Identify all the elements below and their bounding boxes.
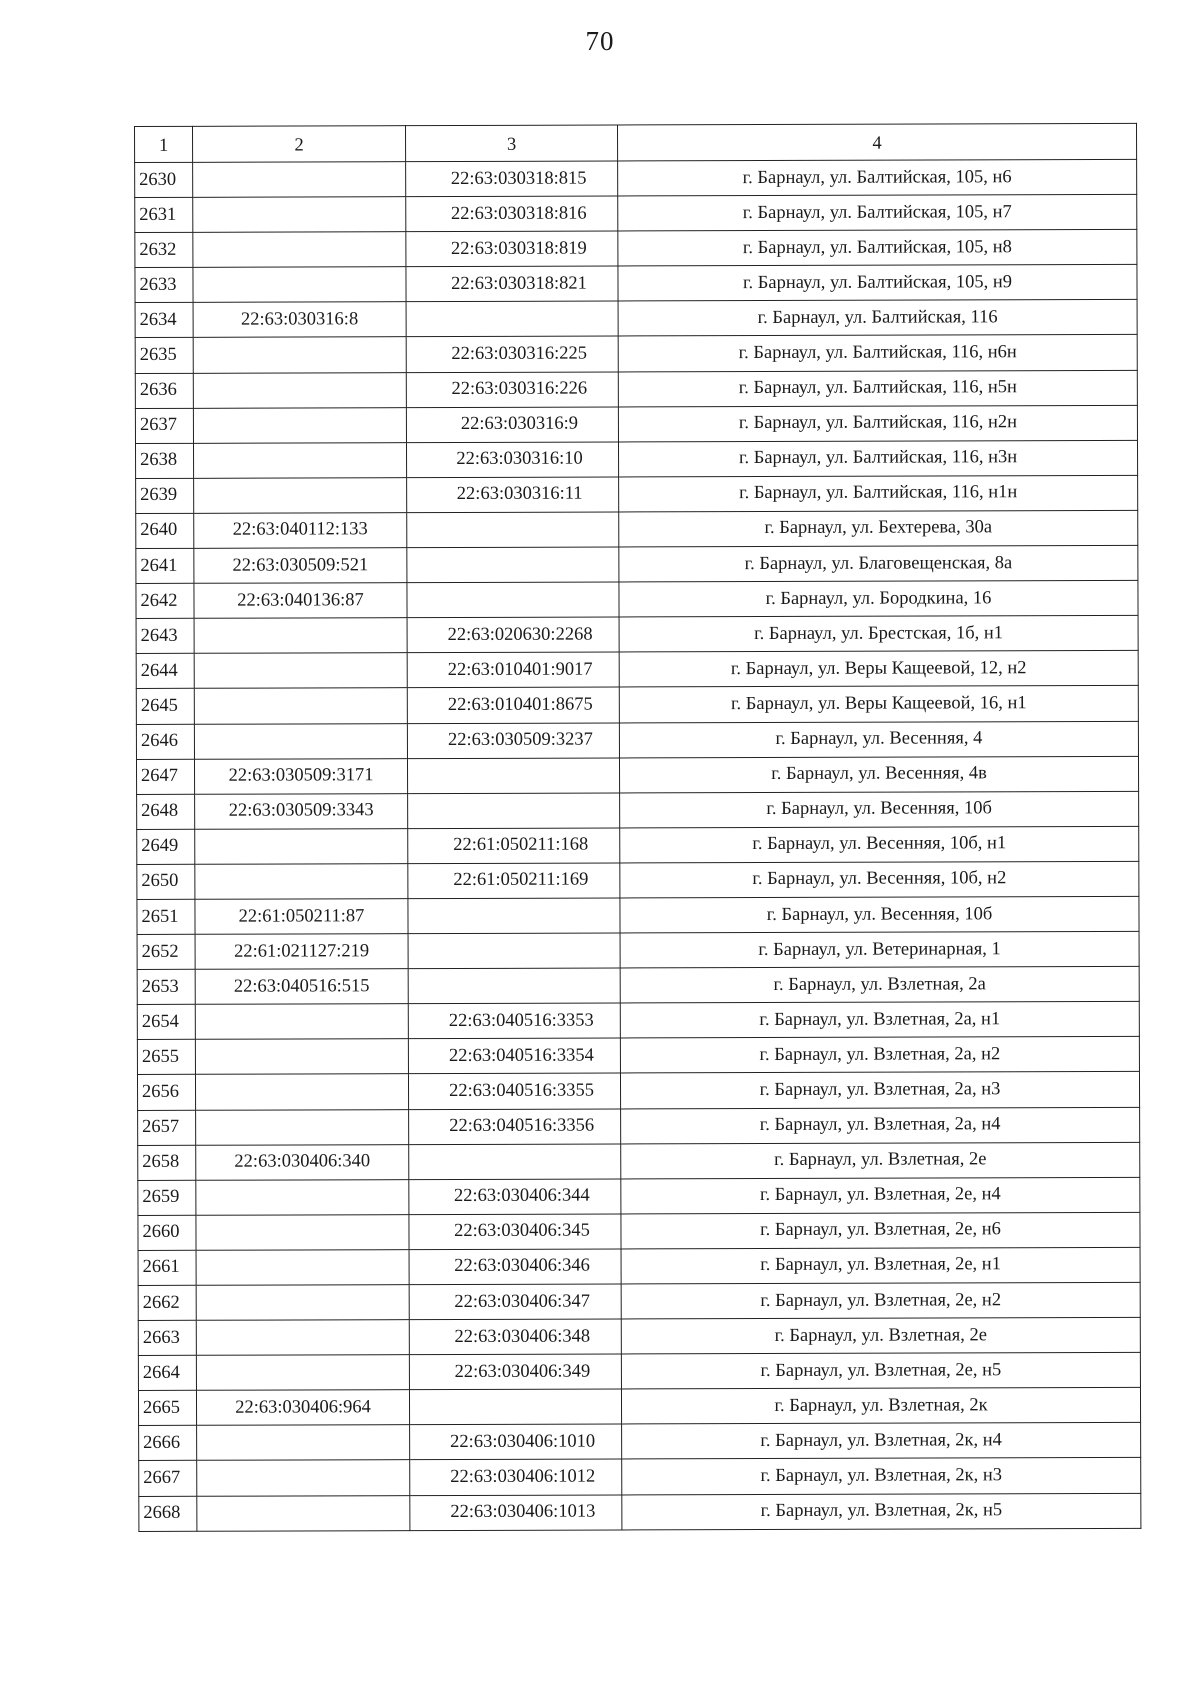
cadastral-number-object (408, 933, 620, 969)
cadastral-number-land (193, 232, 406, 268)
cadastral-number-object (408, 968, 620, 1004)
table-row (138, 1107, 1140, 1145)
register-table (134, 123, 1141, 1532)
cadastral-number-object (408, 898, 620, 934)
address: г. Барнаул, ул. Балтийская, 116 (618, 300, 1137, 337)
address: г. Барнаул, ул. Весенняя, 10б (620, 791, 1139, 828)
row-number: 2631 (135, 197, 193, 232)
table-row (137, 1072, 1139, 1110)
address: г. Барнаул, ул. Взлетная, 2е, н6 (621, 1212, 1140, 1249)
table-row (136, 475, 1138, 513)
row-number: 2630 (135, 162, 193, 197)
cadastral-number-land (193, 197, 406, 233)
row-number: 2654 (137, 1005, 195, 1040)
table-row (135, 159, 1137, 197)
cadastral-number-land (197, 1495, 410, 1531)
table-row (136, 510, 1138, 548)
cadastral-number-land (197, 1460, 410, 1496)
cadastral-number-land: 22:63:040112:133 (194, 513, 407, 549)
row-number: 2666 (139, 1426, 197, 1461)
address: г. Барнаул, ул. Взлетная, 2к, н4 (622, 1423, 1141, 1460)
cadastral-number-object: 22:63:030318:815 (406, 161, 618, 197)
header-col-2: 2 (193, 126, 406, 163)
address: г. Барнаул, ул. Весенняя, 4в (619, 756, 1138, 793)
row-number: 2656 (137, 1075, 195, 1110)
address: г. Барнаул, ул. Балтийская, 105, н6 (618, 159, 1137, 196)
table-row (136, 721, 1138, 759)
table-row (138, 1317, 1140, 1355)
table-row (138, 1282, 1140, 1320)
cadastral-number-object (408, 793, 620, 829)
cadastral-number-land: 22:63:040516:515 (195, 969, 408, 1005)
address: г. Барнаул, ул. Балтийская, 116, н1н (619, 475, 1138, 512)
address: г. Барнаул, ул. Балтийская, 116, н2н (618, 405, 1137, 442)
table-row (136, 756, 1138, 794)
table-row (137, 896, 1139, 934)
header-row (135, 123, 1137, 162)
table-row (138, 1142, 1140, 1180)
row-number: 2647 (136, 759, 194, 794)
table-row (136, 545, 1138, 583)
row-number: 2637 (135, 408, 193, 443)
header-col-3: 3 (406, 125, 618, 162)
row-number: 2659 (138, 1180, 196, 1215)
table-row (138, 1212, 1140, 1250)
page-number: 70 (585, 26, 615, 56)
cadastral-number-object: 22:63:040516:3354 (408, 1038, 620, 1074)
table-row (137, 967, 1139, 1005)
address: г. Барнаул, ул. Весенняя, 4 (619, 721, 1138, 758)
table-row (137, 931, 1139, 969)
address: г. Барнаул, ул. Балтийская, 116, н3н (618, 440, 1137, 477)
cadastral-number-object: 22:63:030406:349 (409, 1354, 621, 1390)
table-row (137, 1002, 1139, 1040)
address: г. Барнаул, ул. Весенняя, 10б, н1 (620, 826, 1139, 863)
cadastral-number-object: 22:63:030316:225 (406, 336, 618, 372)
row-number: 2632 (135, 233, 193, 268)
row-number: 2651 (137, 899, 195, 934)
cadastral-number-object: 22:63:030318:821 (406, 266, 618, 302)
row-number: 2668 (139, 1496, 197, 1531)
cadastral-number-land (193, 162, 406, 198)
address: г. Барнаул, ул. Бехтерева, 30а (619, 510, 1138, 547)
cadastral-number-land (194, 688, 407, 724)
cadastral-number-land: 22:63:030509:3171 (194, 758, 407, 794)
row-number: 2634 (135, 303, 193, 338)
row-number: 2645 (136, 689, 194, 724)
cadastral-number-land (195, 1004, 408, 1040)
row-number: 2664 (138, 1355, 196, 1390)
address: г. Барнаул, ул. Ветеринарная, 1 (620, 931, 1139, 968)
row-number: 2646 (136, 724, 194, 759)
cadastral-number-object: 22:63:030318:816 (406, 196, 618, 232)
row-number: 2639 (136, 478, 194, 513)
address: г. Барнаул, ул. Балтийская, 105, н9 (618, 265, 1137, 302)
table-row (137, 1037, 1139, 1075)
address: г. Барнаул, ул. Благовещенская, 8а (619, 545, 1138, 582)
cadastral-number-object: 22:63:030316:226 (406, 372, 618, 408)
row-number: 2641 (136, 548, 194, 583)
table-row (135, 440, 1137, 478)
cadastral-number-land (195, 1074, 408, 1110)
address: г. Барнаул, ул. Балтийская, 116, н6н (618, 335, 1137, 372)
row-number: 2665 (138, 1391, 196, 1426)
cadastral-number-object: 22:63:040516:3353 (408, 1003, 620, 1039)
table-row (137, 861, 1139, 899)
cadastral-number-land: 22:63:030509:521 (194, 548, 407, 584)
cadastral-number-object: 22:63:020630:2268 (407, 617, 619, 653)
cadastral-number-land (195, 864, 408, 900)
cadastral-number-land: 22:61:050211:87 (195, 899, 408, 935)
cadastral-number-object: 22:63:030406:1010 (410, 1424, 622, 1460)
address: г. Барнаул, ул. Взлетная, 2а, н3 (620, 1072, 1139, 1109)
row-number: 2636 (135, 373, 193, 408)
cadastral-number-land (194, 618, 407, 654)
row-number: 2643 (136, 619, 194, 654)
table-row (136, 580, 1138, 618)
table-row (137, 826, 1139, 864)
table-row (135, 194, 1137, 232)
address: г. Барнаул, ул. Веры Кащеевой, 12, н2 (619, 651, 1138, 688)
cadastral-number-object: 22:61:050211:168 (408, 828, 620, 864)
table-row (135, 265, 1137, 303)
address: г. Барнаул, ул. Взлетная, 2е, н5 (621, 1353, 1140, 1390)
cadastral-number-land (193, 442, 406, 478)
cadastral-number-object (407, 547, 619, 583)
row-number: 2658 (138, 1145, 196, 1180)
row-number: 2655 (137, 1040, 195, 1075)
cadastral-number-object: 22:63:030318:819 (406, 231, 618, 267)
cadastral-number-object: 22:63:030406:1012 (410, 1459, 622, 1495)
table-row (135, 370, 1137, 408)
cadastral-number-land: 22:63:030406:340 (196, 1144, 409, 1180)
cadastral-number-land (194, 653, 407, 689)
cadastral-number-land (196, 1250, 409, 1286)
cadastral-number-land (196, 1109, 409, 1145)
table-row (135, 335, 1137, 373)
address: г. Барнаул, ул. Бородкина, 16 (619, 580, 1138, 617)
address: г. Барнаул, ул. Взлетная, 2е, н2 (621, 1282, 1140, 1319)
table-row (139, 1493, 1141, 1531)
address: г. Барнаул, ул. Взлетная, 2а, н4 (621, 1107, 1140, 1144)
cadastral-number-land: 22:61:021127:219 (195, 934, 408, 970)
cadastral-number-land (196, 1214, 409, 1250)
row-number: 2650 (137, 864, 195, 899)
cadastral-number-land (195, 1039, 408, 1075)
cadastral-number-object (409, 1144, 621, 1180)
cadastral-number-land (197, 1425, 410, 1461)
cadastral-number-object: 22:63:030406:347 (409, 1284, 621, 1320)
cadastral-number-land: 22:63:030316:8 (193, 302, 406, 338)
row-number: 2660 (138, 1215, 196, 1250)
row-number: 2661 (138, 1250, 196, 1285)
cadastral-number-land (196, 1320, 409, 1356)
row-number: 2640 (136, 513, 194, 548)
address: г. Барнаул, ул. Взлетная, 2а (620, 967, 1139, 1004)
address: г. Барнаул, ул. Взлетная, 2е, н1 (621, 1247, 1140, 1284)
table-header (135, 123, 1137, 162)
cadastral-number-object: 22:63:030406:1013 (410, 1495, 622, 1531)
table-row (135, 405, 1137, 443)
cadastral-number-land: 22:63:030509:3343 (195, 793, 408, 829)
row-number: 2642 (136, 583, 194, 618)
row-number: 2638 (135, 443, 193, 478)
cadastral-number-land (194, 723, 407, 759)
address: г. Барнаул, ул. Взлетная, 2а, н2 (620, 1037, 1139, 1074)
header-col-1: 1 (135, 126, 193, 162)
address: г. Барнаул, ул. Веры Кащеевой, 16, н1 (619, 686, 1138, 723)
cadastral-number-object (406, 301, 618, 337)
cadastral-number-object: 22:63:040516:3355 (408, 1073, 620, 1109)
cadastral-number-object: 22:63:030316:9 (406, 407, 618, 443)
address: г. Барнаул, ул. Брестская, 1б, н1 (619, 616, 1138, 653)
row-number: 2635 (135, 338, 193, 373)
table-body (135, 159, 1141, 1531)
cadastral-number-object: 22:63:010401:8675 (407, 687, 619, 723)
row-number: 2644 (136, 654, 194, 689)
cadastral-number-object: 22:63:030316:11 (407, 477, 619, 513)
table-row (139, 1423, 1141, 1461)
table-row (138, 1177, 1140, 1215)
address: г. Барнаул, ул. Балтийская, 105, н8 (618, 230, 1137, 267)
cadastral-number-object: 22:63:030406:345 (409, 1214, 621, 1250)
address: г. Барнаул, ул. Взлетная, 2к (621, 1388, 1140, 1425)
cadastral-number-object (409, 1389, 621, 1425)
row-number: 2653 (137, 969, 195, 1004)
table-row (138, 1388, 1140, 1426)
row-number: 2663 (138, 1320, 196, 1355)
cadastral-number-land (196, 1179, 409, 1215)
cadastral-number-land (196, 1355, 409, 1391)
table-row (139, 1458, 1141, 1496)
table-row (135, 300, 1137, 338)
address: г. Барнаул, ул. Балтийская, 105, н7 (618, 194, 1137, 231)
address: г. Барнаул, ул. Взлетная, 2е (621, 1317, 1140, 1354)
cadastral-number-object: 22:63:030406:344 (409, 1179, 621, 1215)
cadastral-number-object: 22:63:010401:9017 (407, 652, 619, 688)
cadastral-number-land (193, 372, 406, 408)
cadastral-number-land (194, 477, 407, 513)
cadastral-number-land: 22:63:030406:964 (196, 1390, 409, 1426)
cadastral-number-object: 22:63:030316:10 (406, 442, 618, 478)
cadastral-number-object: 22:63:030509:3237 (407, 722, 619, 758)
row-number: 2667 (139, 1461, 197, 1496)
cadastral-number-object (407, 512, 619, 548)
cadastral-number-land (195, 828, 408, 864)
row-number: 2662 (138, 1285, 196, 1320)
address: г. Барнаул, ул. Взлетная, 2к, н3 (622, 1458, 1141, 1495)
table-row (136, 686, 1138, 724)
cadastral-number-object: 22:63:030406:348 (409, 1319, 621, 1355)
cadastral-number-object: 22:61:050211:169 (408, 863, 620, 899)
address: г. Барнаул, ул. Весенняя, 10б (620, 896, 1139, 933)
table-row (136, 616, 1138, 654)
table-row (138, 1247, 1140, 1285)
address: г. Барнаул, ул. Взлетная, 2а, н1 (620, 1002, 1139, 1039)
header-col-4: 4 (617, 123, 1136, 161)
address: г. Барнаул, ул. Взлетная, 2е, н4 (621, 1177, 1140, 1214)
address: г. Барнаул, ул. Балтийская, 116, н5н (618, 370, 1137, 407)
cadastral-number-object: 22:63:030406:346 (409, 1249, 621, 1285)
table-row (137, 791, 1139, 829)
address: г. Барнаул, ул. Взлетная, 2е (621, 1142, 1140, 1179)
cadastral-number-land: 22:63:040136:87 (194, 583, 407, 619)
cadastral-number-land (196, 1285, 409, 1321)
row-number: 2633 (135, 268, 193, 303)
row-number: 2649 (137, 829, 195, 864)
cadastral-number-land (193, 407, 406, 443)
row-number: 2648 (137, 794, 195, 829)
row-number: 2652 (137, 934, 195, 969)
cadastral-number-object: 22:63:040516:3356 (409, 1109, 621, 1145)
cadastral-number-object (407, 582, 619, 618)
cadastral-number-land (193, 267, 406, 303)
row-number: 2657 (138, 1110, 196, 1145)
table-row (138, 1353, 1140, 1391)
cadastral-number-land (193, 337, 406, 373)
table-row (136, 651, 1138, 689)
address: г. Барнаул, ул. Весенняя, 10б, н2 (620, 861, 1139, 898)
table-row (135, 230, 1137, 268)
cadastral-number-object (407, 758, 619, 794)
address: г. Барнаул, ул. Взлетная, 2к, н5 (622, 1493, 1141, 1530)
